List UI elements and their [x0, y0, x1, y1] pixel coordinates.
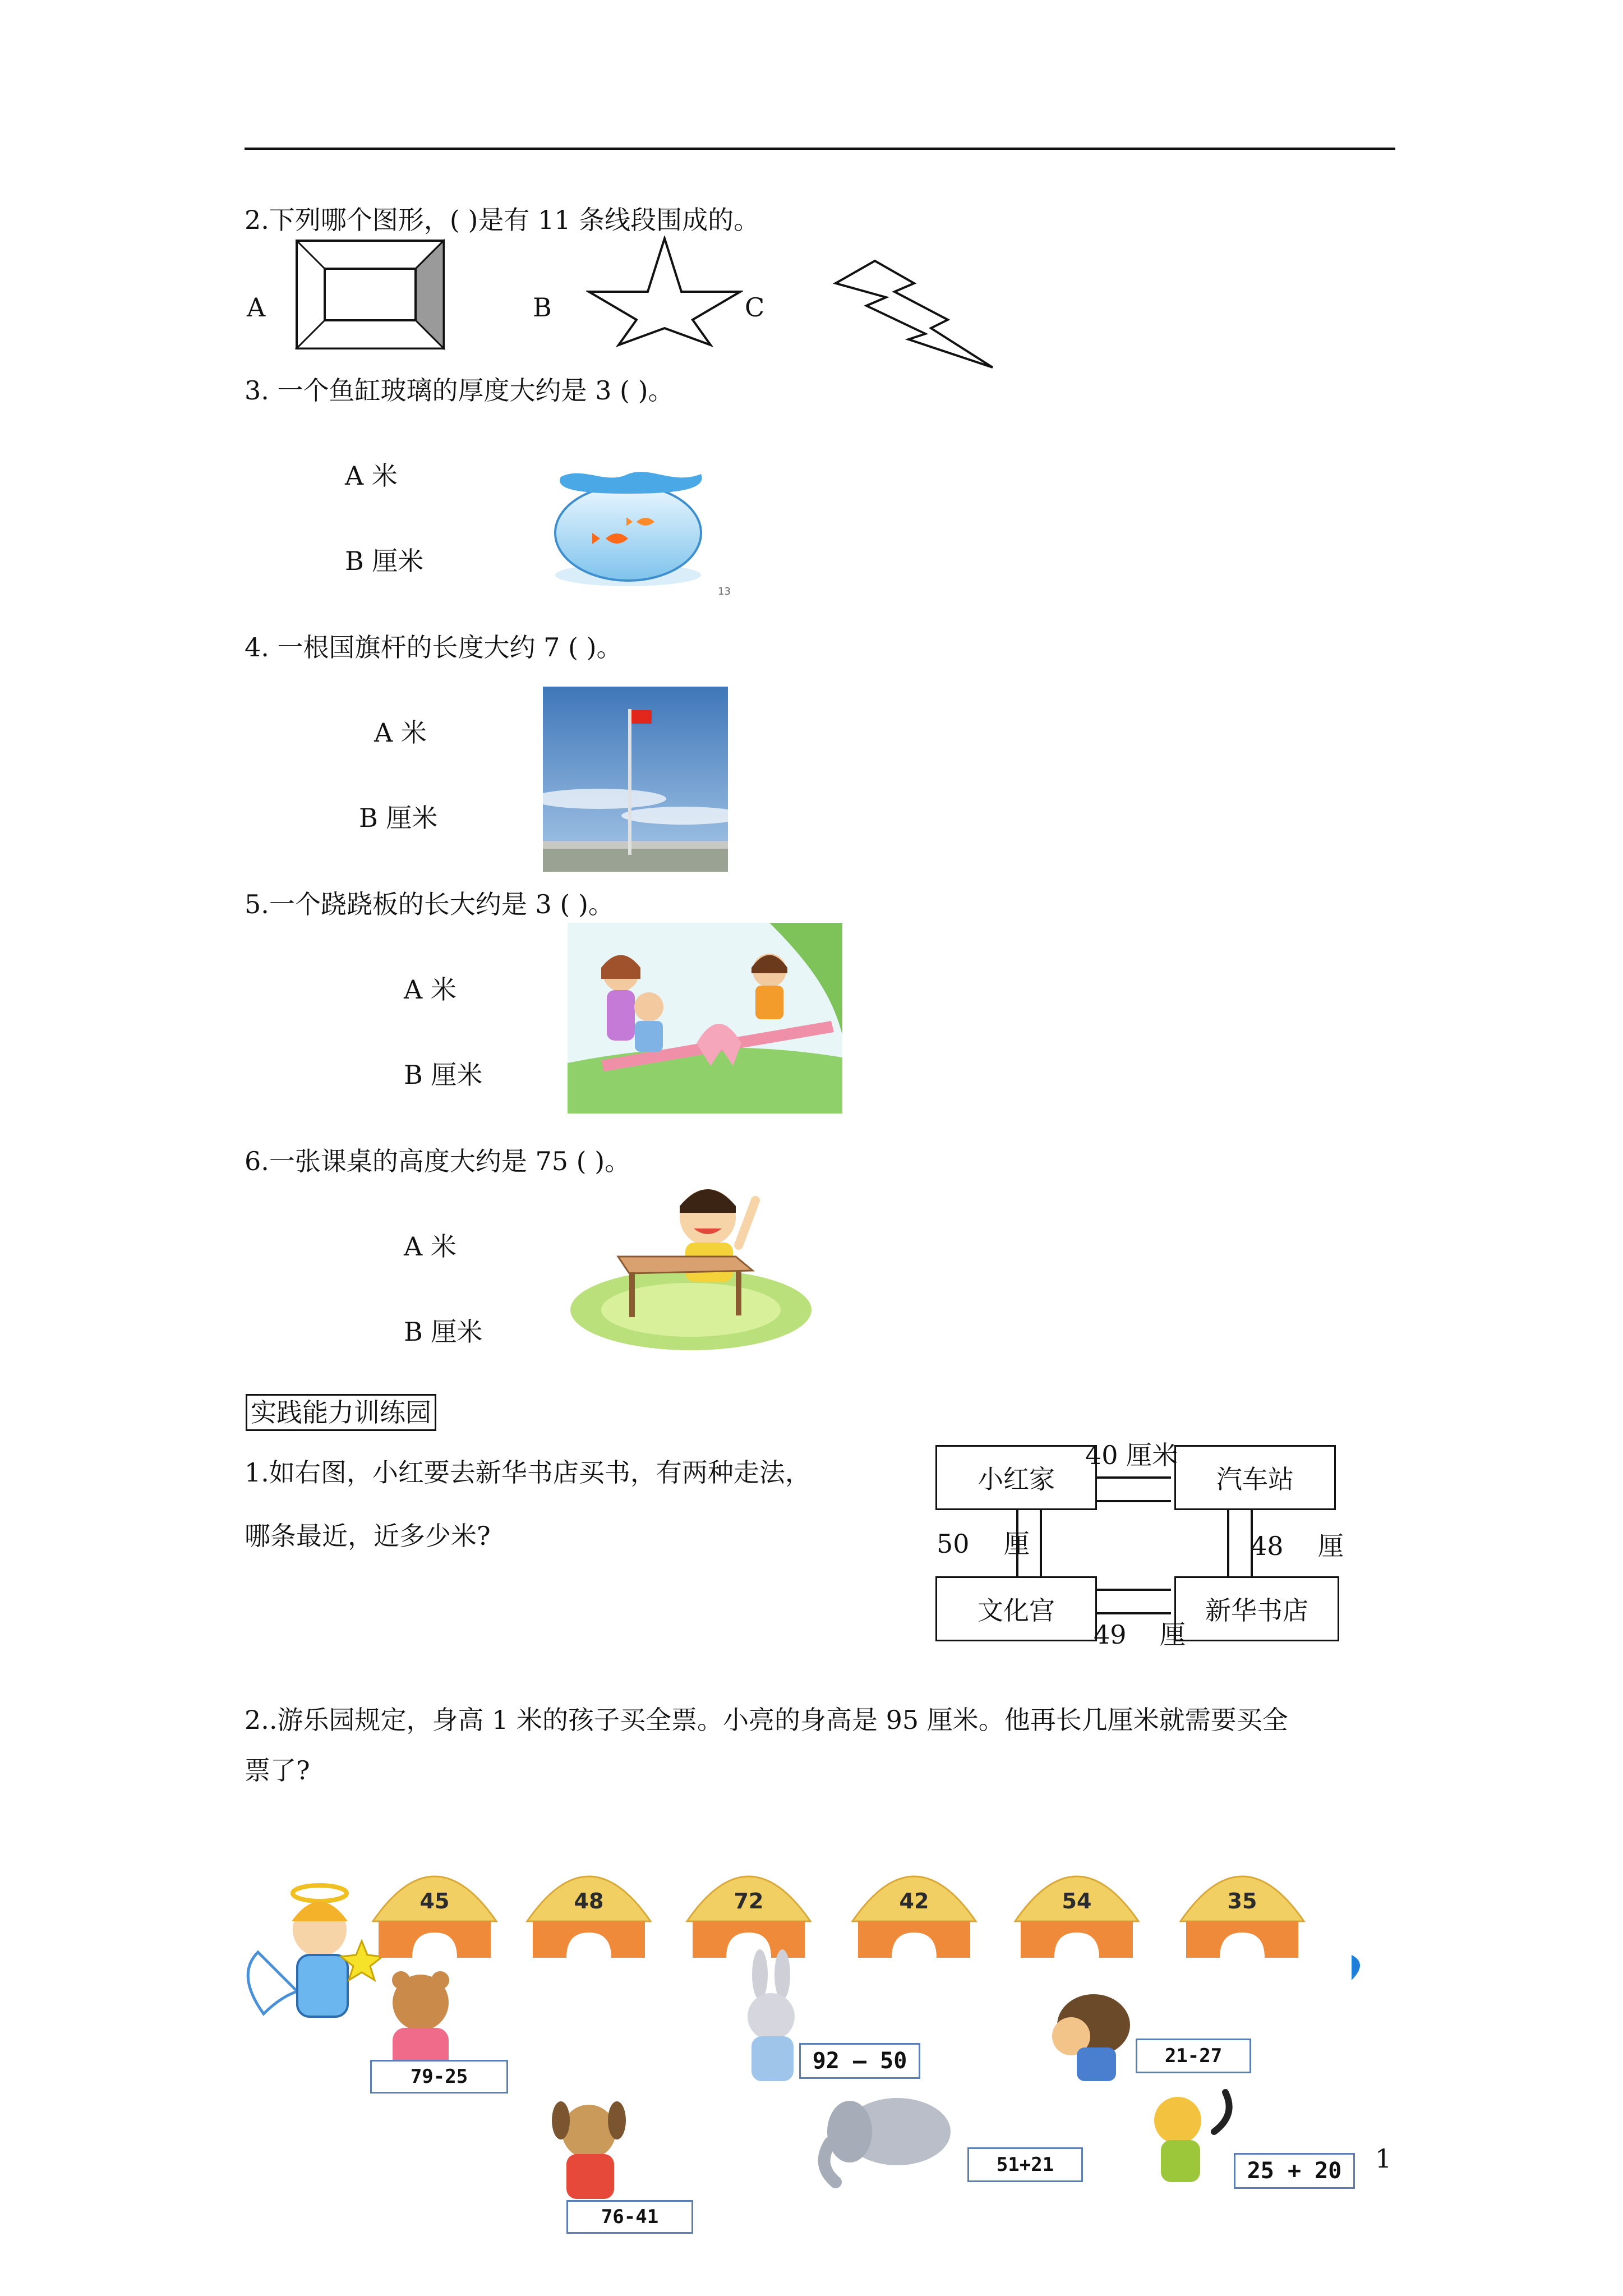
distance-right-number: 48: [1251, 1531, 1284, 1561]
star-figure: [586, 236, 743, 348]
rabbit-character: [748, 1949, 795, 2081]
q2-option-c: C: [745, 292, 765, 323]
hut-5-label: 54: [1062, 1889, 1092, 1913]
fish-tank-image: [522, 460, 735, 600]
q3-option-a: A 米: [345, 461, 398, 491]
road-station-bookstore: [1227, 1502, 1253, 1577]
card-25-20: 25 + 20: [1234, 2153, 1355, 2189]
hut-5: [1015, 1876, 1138, 1958]
q2-option-a: A: [247, 292, 266, 323]
hut-1-label: 45: [419, 1889, 450, 1913]
leopard-character: [1154, 2092, 1229, 2182]
q6-option-b: B 厘米: [404, 1317, 483, 1347]
section-title: 实践能力训练园: [246, 1394, 436, 1431]
beveled-rectangle-figure: [294, 238, 446, 351]
header-rule: [245, 148, 1395, 150]
q4-option-b: B 厘米: [359, 803, 438, 833]
hedgehog-character: [1052, 1994, 1130, 2081]
distance-bottom-number: 49: [1094, 1619, 1127, 1650]
q4-option-a: A 米: [374, 717, 427, 748]
q3-question: 3. 一个鱼缸玻璃的厚度大约是 3 ( )。: [245, 375, 674, 406]
hut-2: [527, 1876, 651, 1958]
p1-line1: 1.如右图，小红要去新华书店买书，有两种走法，: [245, 1457, 811, 1488]
q5-option-b: B 厘米: [404, 1060, 483, 1090]
page-number: 1: [1375, 2143, 1392, 2174]
distance-left-number: 50: [937, 1529, 970, 1559]
hut-4: [852, 1876, 976, 1958]
p1-line2: 哪条最近，近多少米?: [245, 1521, 491, 1551]
map-node-palace: 文化宫: [935, 1576, 1097, 1641]
q6-question: 6.一张课桌的高度大约是 75 ( )。: [245, 1146, 631, 1176]
map-node-bookstore: 新华书店: [1174, 1576, 1339, 1641]
hut-3: [687, 1876, 810, 1958]
distance-right-unit: 厘: [1318, 1531, 1344, 1561]
seesaw-image: [568, 923, 842, 1114]
hut-1: [373, 1876, 496, 1958]
hut-3-label: 72: [734, 1889, 764, 1913]
fish-tank-image-tag: 13: [718, 586, 731, 597]
card-51-21: 51+21: [967, 2147, 1083, 2182]
road-home-station: [1091, 1476, 1171, 1502]
distance-top: 40 厘米: [1085, 1440, 1178, 1470]
card-92-50: 92 — 50: [799, 2043, 920, 2079]
q2-question: 2.下列哪个图形，( )是有 11 条线段围成的。: [245, 205, 760, 235]
map-node-home: 小红家: [935, 1445, 1097, 1510]
hut-2-label: 48: [574, 1889, 604, 1913]
q5-question: 5.一个跷跷板的长大约是 3 ( )。: [245, 889, 614, 919]
distance-bottom-unit: 厘: [1160, 1619, 1186, 1650]
p2-line2: 票了?: [245, 1755, 310, 1786]
hut-4-label: 42: [899, 1889, 929, 1913]
flagpole-image: [543, 687, 728, 872]
angel-character: [248, 1885, 382, 2017]
card-76-41: 76-41: [566, 2200, 693, 2234]
card-79-25: 79-25: [370, 2060, 508, 2093]
decorative-blue-shape: [1352, 1955, 1360, 1980]
hut-6: [1181, 1876, 1304, 1958]
desk-child-image: [568, 1184, 814, 1352]
card-21-27: 21-27: [1136, 2039, 1251, 2073]
q6-option-a: A 米: [404, 1231, 457, 1262]
q4-question: 4. 一根国旗杆的长度大约 7 ( )。: [245, 632, 623, 662]
lightning-figure: [833, 258, 995, 370]
p2-line1: 2..游乐园规定，身高 1 米的孩子买全票。小亮的身高是 95 厘米。他再长几厘米就需要买全: [245, 1705, 1288, 1735]
hut-6-label: 35: [1227, 1889, 1257, 1913]
map-node-station: 汽车站: [1174, 1445, 1336, 1510]
road-palace-bookstore: [1091, 1589, 1171, 1614]
dog-character: [552, 2101, 626, 2199]
distance-left-unit: 厘: [1004, 1529, 1030, 1559]
q5-option-a: A 米: [404, 974, 457, 1005]
elephant-character: [824, 2098, 951, 2182]
q2-option-b: B: [533, 292, 552, 323]
q3-option-b: B 厘米: [345, 546, 424, 576]
